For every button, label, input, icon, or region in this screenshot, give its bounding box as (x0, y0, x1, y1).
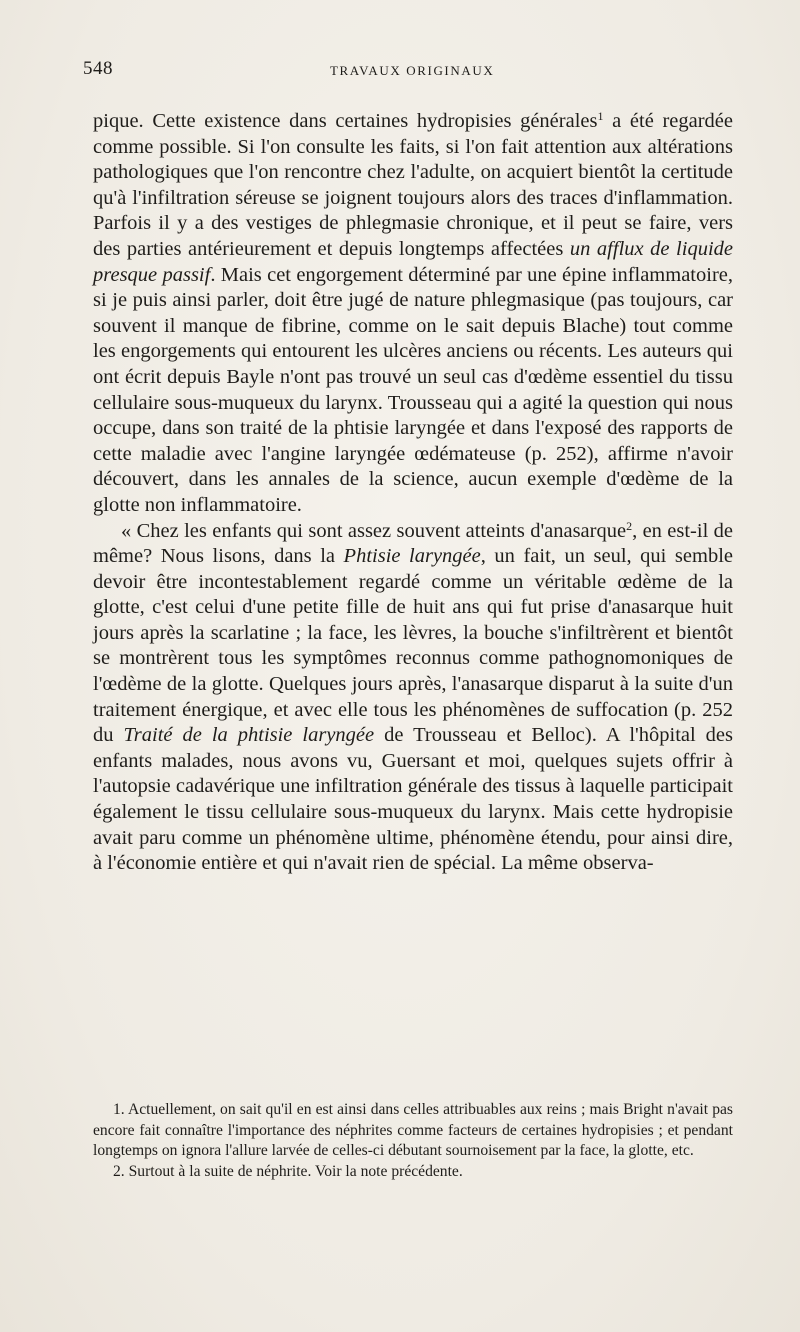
paragraph-2-text-a: « Chez les enfants qui sont assez souvent atteints d'anasarque (121, 519, 627, 542)
paragraph-2-text-d: de Trousseau et Belloc). A l'hôpital des enfants malades, nous avons vu, Guersant et moi, quelques sujets offrir à l'autopsie cadavérique une infiltration générale des tissus à laquelle participait également le tissu cellulaire sous-muqueux du larynx. Mais cette hydropisie avait paru comme un phénomène ultime, phénomène étendu, pour ainsi dire, à l'économie entière et qui n'avait rien de spécial. La même observa- (93, 724, 734, 875)
footnotes (93, 1100, 733, 1182)
body-text (93, 109, 733, 877)
paragraph-2-text-b: , en est-il de même? Nous lisons, dans la (93, 519, 733, 568)
paragraph-1-text-b: a été regardée comme possible. Si l'on consulte les faits, si l'on fait attention aux altérations pathologiques que l'on rencontre chez l'adulte, on acquiert bientôt la certitude qu'à l'infiltration séreuse se joignent toujours alors des traces d'inflammation. Parfois il y a des vestiges de phlegmasie chronique, et il peut se faire, vers des parties antérieurement et depuis longtemps affectées (93, 110, 733, 260)
paragraph-2 (93, 519, 733, 877)
italic-title-traite: Traité de la phtisie laryngée (123, 724, 375, 747)
italic-title-phtisie: Phtisie laryngée (343, 545, 481, 568)
paragraph-1-text-c: . Mais cet engorgement déterminé par une épine inflammatoire, si je puis ainsi parler, doit être jugé de nature phlegmasique (pas toujours, car souvent il manque de fibrine, comme on le sait depuis Blache) tout comme les engorgements qui entourent les ulcères anciens ou récents. Les auteurs qui ont écrit depuis Bayle n'ont pas trouvé un seul cas d'œdème essentiel du tissu cellulaire sous-muqueux du larynx. Trousseau qui a agité la question qui nous occupe, dans son traité de la phtisie laryngée et dans l'exposé des rapports de cette maladie avec l'angine laryngée œdémateuse (p. 252), affirme n'avoir découvert, dans les annales de la science, aucun exemple d'œdème de la glotte non inflammatoire. (93, 263, 733, 516)
footnote-1: 1. Actuellement, on sait qu'il en est ainsi dans celles attribuables aux reins ; mais Bright n'avait pas encore fait connaître l'importance des néphrites comme facteurs de certaines hydropisies ; et pendant longtemps on ignora l'allure larvée de celles-ci débutant sournoisement par la face, la glotte, etc. (93, 1101, 733, 1159)
paragraph-1 (93, 109, 733, 519)
paragraph-1-text-a: pique. Cette existence dans certaines hydropisies générales (93, 110, 598, 132)
running-head: TRAVAUX ORIGINAUX (330, 63, 495, 78)
paragraph-2-text-c: , un fait, un seul, qui semble devoir être incontestablement regardé comme un véritable œdème de la glotte, c'est celui d'une petite fille de huit ans qui fut prise d'anasarque huit jours après la scarlatine ; la face, les lèvres, la bouche s'infiltrèrent et bientôt se montrèrent tous les symptômes reconnus comme pathognomoniques de l'œdème de la glotte. Quelques jours après, l'anasarque disparut à la suite d'un traitement énergique, et avec elle tous les phénomènes de suffocation (p. 252 du (93, 545, 733, 747)
footnote-ref-2: 2 (626, 518, 633, 533)
page-header (83, 58, 733, 84)
footnote-2: 2. Surtout à la suite de néphrite. Voir la note précédente. (113, 1162, 463, 1180)
footnote-ref-1: 1 (597, 109, 604, 123)
italic-phrase-afflux: un afflux de liquide presque passif (93, 237, 733, 286)
page-number: 548 (83, 58, 113, 79)
